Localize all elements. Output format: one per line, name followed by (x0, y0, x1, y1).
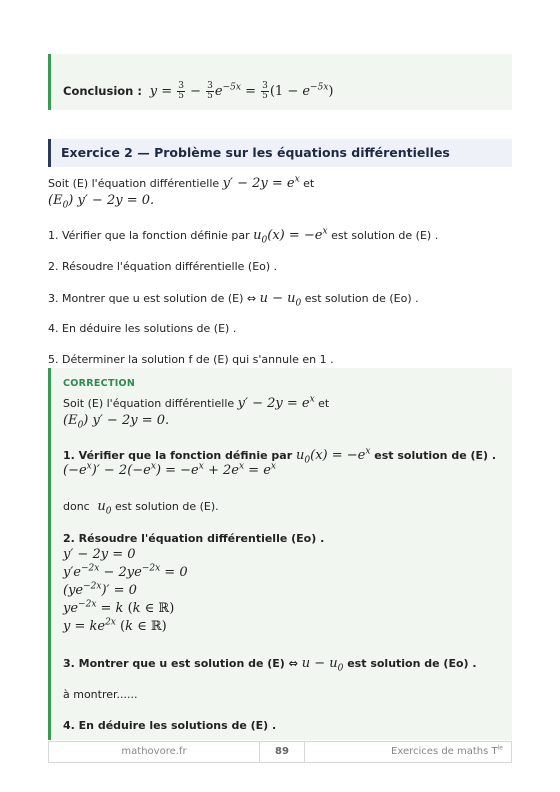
solution-2-title: 2. Résoudre l'équation différentielle (Eo) . (63, 532, 325, 545)
solution-1-conclusion: donc $u_0$ est solution de (E). (63, 499, 219, 517)
question-4: 4. En déduire les solutions de (E) . (48, 322, 237, 335)
solution-1-calc: $(-e^x)' - 2(-e^x) = -e^x + 2e^x = e^x$ (63, 461, 276, 478)
solution-2-line: y′ − 2y = 0 (63, 547, 136, 562)
conclusion-formula: y = $\frac{3}{5}$ − $\frac{3}{5}$ $e^{-5x}$ = $\frac{3}{5}$ $(1 - e^{-5x})$ (145, 81, 334, 101)
solution-2-line: $y'e^{-2x} - 2ye^{-2x} = 0$ (63, 563, 188, 580)
question-5: 5. Déterminer la solution f de (E) qui s'annule en 1 . (48, 353, 334, 366)
correction-label: CORRECTION (63, 378, 136, 389)
solution-4-title: 4. En déduire les solutions de (E) . (63, 719, 277, 732)
footer-site: mathovore.fr (121, 746, 187, 757)
footer-title: Exercices de maths $T^{le}$ (391, 744, 503, 757)
solution-3-title: 3. Montrer que u est solution de (E) ⇔ $u - u_0$ est solution de (Eo) . (63, 656, 477, 674)
footer-page-number: 89 (259, 742, 305, 762)
conclusion-box (48, 54, 512, 110)
equation-E: $y' - 2y = e^x$ (222, 174, 300, 191)
correction-box (48, 368, 512, 740)
exercise-title: Exercice 2 — Problème sur les équations différentielles (61, 145, 450, 160)
conclusion-label: Conclusion : (63, 84, 142, 98)
page-footer (48, 741, 512, 763)
question-1: 1. Vérifier que la fonction définie par $u_0(x) = -e^x$ est solution de (E) . (48, 226, 439, 246)
question-3: 3. Montrer que u est solution de (E) ⇔ $u - u_0$ est solution de (Eo) . (48, 291, 419, 309)
conclusion-line (63, 82, 333, 101)
correction-intro: Soit (E) l'équation différentielle $y' - 2y = e^x$ et (63, 394, 330, 411)
question-2: 2. Résoudre l'équation différentielle (Eo) . (48, 260, 278, 273)
correction-equation-E0: $(E_0) y' - 2y = 0$. (63, 413, 170, 431)
exercise-header (48, 139, 512, 167)
exercise-intro: Soit (E) l'équation différentielle $y' - 2y = e^x$ et (48, 174, 315, 191)
solution-2-line: $(ye^{-2x})' = 0$ (63, 581, 137, 598)
solution-3-body: à montrer...... (63, 688, 138, 701)
equation-E0: $(E_0) y' - 2y = 0$. (48, 193, 155, 211)
solution-2-line: $ye^{-2x} = k$ (k ∈ ℝ) (63, 599, 175, 616)
solution-2-line: $y = ke^{2x}$ (k ∈ ℝ) (63, 617, 167, 634)
solution-1-title: 1. Vérifier que la fonction définie par $u_0(x) = -e^x$ est solution de (E) . (63, 446, 497, 466)
